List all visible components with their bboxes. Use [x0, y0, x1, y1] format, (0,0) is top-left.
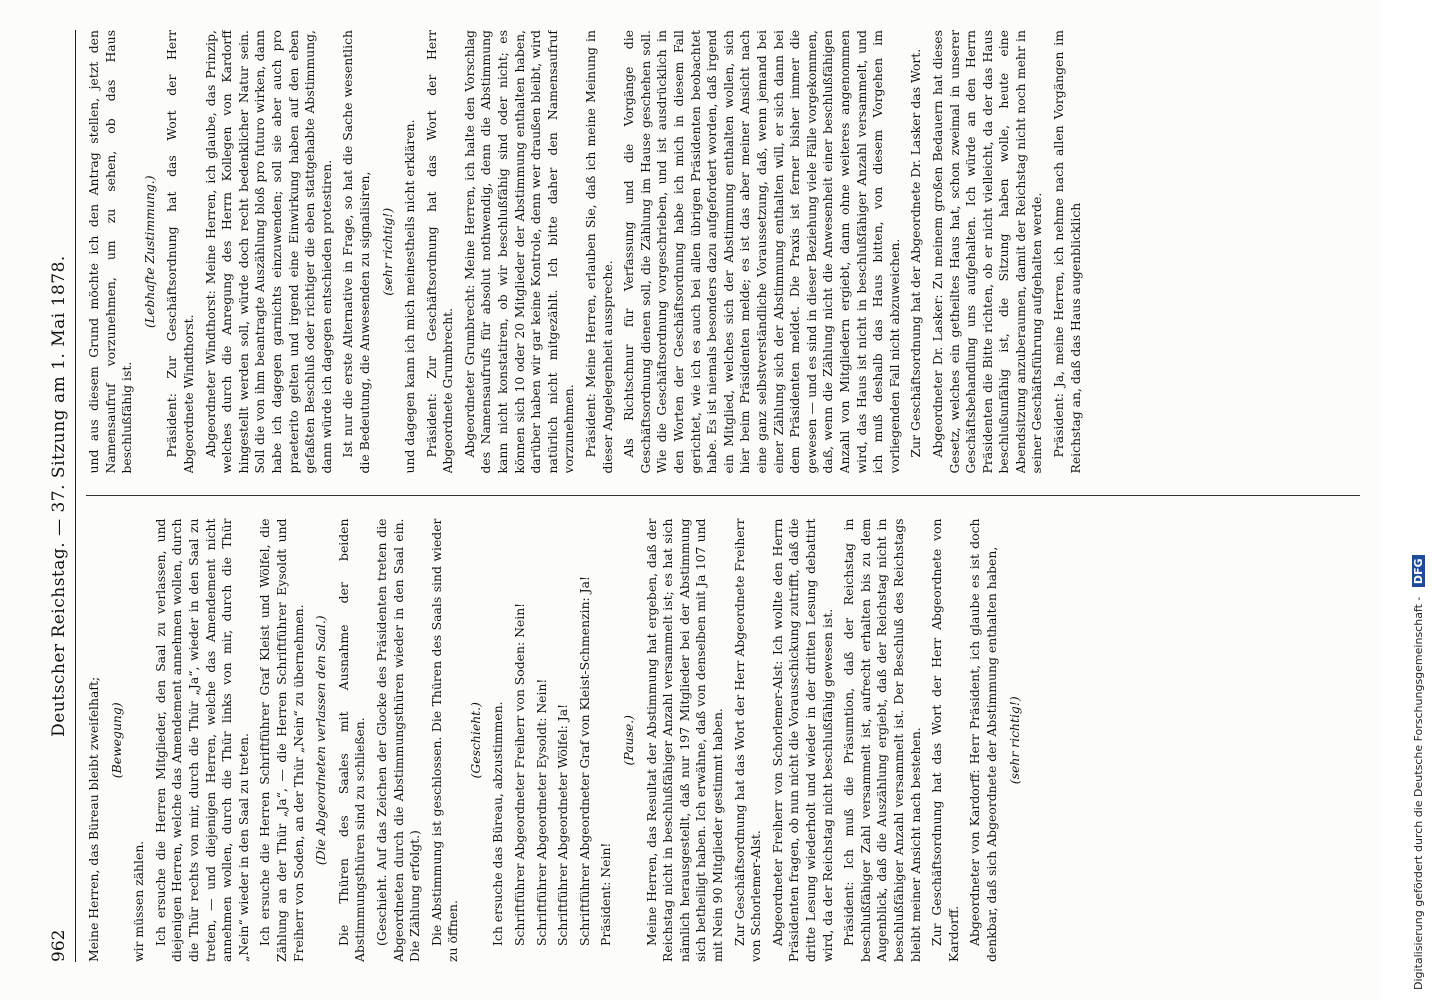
paragraph: Ist nur die erste Alternative in Frage, so hat die Sache wesentlich die Bedeutung, die Anwesenden zu signalisiren, — [340, 30, 372, 474]
paragraph: Abgeordneter Grumbrecht: Meine Herren, ich halte den Vorschlag des Namensaufrufs für absolut nothwendig, denn die Abstimmung kann nicht konstatiren, ob wir beschlußfähig sind oder nicht; es können sich 10 oder 20 Mitglieder der Abstimmung enthalten haben, darüber haben wir gar keine Kontrole, denn wer draußen bleibt, wird natürlich nicht mitgezählt. Ich bitte daher den Namensaufruf vorzunehmen. — [461, 30, 577, 474]
paragraph: Präsident: Ich muß die Präsumtion, daß der Reichstag in beschlußfähiger Zahl versammelt ist, aufrecht erhalten bis zu dem Augenblick, daß die Auszählung ergiebt, daß der Reichstag nicht in beschlußfähiger Anzahl versammelt ist. Der Beschluß des Reichstags bleibt meiner Ansicht nach bestehen. — [841, 518, 923, 962]
digitization-credit — [1412, 10, 1428, 990]
paragraph: Zur Geschäftsordnung hat der Abgeordnete Dr. Lasker das Wort. — [908, 48, 924, 458]
paragraph: (Geschieht. Auf das Zeichen der Glocke des Präsidenten treten die Abgeordneten durch die Abstimmungsthüren wieder in den Saal ein. Die Zählung erfolgt.) — [373, 518, 423, 962]
paragraph: Zur Geschäftsordnung hat das Wort der Herr Abgeordnete von Kardorff. — [929, 518, 961, 962]
text-columns — [86, 30, 1360, 962]
column-divider — [86, 496, 1360, 497]
paragraph: Zur Geschäftsordnung hat das Wort der Herr Abgeordnete Freiherr von Schorlemer-Alst. — [731, 518, 764, 962]
paragraph: Präsident: Ja, meine Herren, ich nehme nach allen Vorgängen im Reichstag an, daß das Haus augenblicklich — [1051, 30, 1083, 474]
paragraph: Schriftführer Abgeordneter Wölfel: Ja! — [555, 703, 571, 946]
paragraph: Abgeordneter Dr. Lasker: Zu meinem großen Bedauern hat dieses Gesetz, welches ein getheiltes Haus hat, schon zweimal in unserer Geschäftsbehandlung uns aufgehalten. Ich würde an den Herrn Präsidenten die Bitte richten, ob er nicht vielleicht, da der das Haus beschlußunfähig ist, die Sitzung haben wolle, heute eine Abendsitzung anzuberaumen, damit der Reichstag nicht noch mehr in seiner Geschäftsführung aufgehalten werde. — [929, 30, 1045, 474]
paragraph: Ich ersuche die Herren Schriftführer Graf Kleist und Wölfel, die Zählung an der Thür „Ja“, — die Herren Schriftführer Eysoldt und Freiherr von Soden, an der Thür „Nein“ zu übernehmen. — [257, 518, 306, 962]
page-number: 962 — [49, 929, 69, 962]
paragraph: Schriftführer Abgeordneter Graf von Kleist-Schmenzin: Ja! — [576, 575, 592, 946]
paragraph: Abgeordneter Windthorst: Meine Herren, ich glaube, das Prinzip, welches durch die Anregung des Herrn Kollegen von Kardorff hingestellt werden soll, würde doch recht bedenklicher Natur sein. Soll die von ihm beantragte Auszählung bloß pro futuro wirken, dann habe ich dagegen garnichts einzuwenden; soll sie aber auch pro praeterito gelten und irgend eine Einwirkung haben auf den eben gefaßten Beschluß oder richtiger die eben stattgehabte Abstimmung, dann würde ich dagegen entschieden protestiren. — [202, 30, 334, 474]
paragraph: Präsident: Nein! — [598, 842, 614, 946]
credit-text: Digitalisierung gefördert durch die Deutsche Forschungsgemeinschaft - — [1412, 596, 1425, 990]
paragraph: Abgeordneter Freiherr von Schorlemer-Alst: Ich wollte den Herrn Präsidenten fragen, ob nun nicht die Vorausschickung zutrifft, daß die dritte Lesung wiederholt und wieder in der dritten Lesung debattirt wird, da der Reichstag nicht beschlußfähig gewesen ist. — [769, 518, 835, 962]
paragraph: Schriftführer Abgeordneter Freiherr von Soden: Nein! — [512, 602, 528, 946]
paragraph: Präsident: Zur Geschäftsordnung hat das Wort der Herr Abgeordnete Windthorst. — [164, 30, 196, 474]
paragraph: (sehr richtig!) — [1006, 696, 1022, 785]
paragraph: wir müssen zählen. — [131, 840, 147, 962]
paragraph: Schriftführer Abgeordneter Eysoldt: Nein! — [533, 678, 549, 946]
paragraph: (Pause.) — [621, 715, 637, 766]
paragraph: Die Thüren des Saales mit Ausnahme der beiden Abstimmungsthüren sind zu schließen. — [335, 518, 368, 962]
paragraph: Präsident: Zur Geschäftsordnung hat das Wort der Herr Abgeordnete Grumbrecht. — [423, 30, 456, 474]
column-left — [86, 519, 1360, 963]
paragraph: und dagegen kann ich mich meinestheils nicht erklären. — [402, 119, 418, 474]
paragraph: (Bewegung) — [108, 702, 124, 779]
paragraph: Ich ersuche die Herren Mitglieder, den Saal zu verlassen, und diejenigen Herren, welche das Amendement annehmen wollen, durch die Thür rechts von mir, durch die Thür „Ja“, wieder in den Saal zu treten, — und diejenigen Herren, welche das Amendement nicht annehmen wollen, durch die Thür links von mir, durch die Thür „Nein“ wieder in den Saal zu treten. — [152, 518, 251, 962]
paragraph: Als Richtschnur für Verfassung und die Vorgänge die Geschäftsordnung dienen soll, die Zählung im Hause geschehen soll. Wie die Geschäftsordnung vorgeschrieben, und ist ausdrücklich in den Worten der Geschäftsordnung habe ich mich in diesem Fall gerichtet, wie ich es auch bei allen übrigen Präsidenten beobachtet habe. Es ist niemals besonders dazu aufgefordert worden, daß irgend ein Mitglied, welches sich der Abstimmung enthalten wollen, sich hier beim Präsidenten melde; es ist das aber meiner Ansicht nach eine ganz selbstverständliche Voraussetzung, daß, wenn jemand bei einer Zählung sich der Abstimmung enthalten will, er sich dann bei dem Präsidenten meldet. Die Praxis ist ferner bisher immer die gewesen — und es sind in dieser Beziehung viele Fälle vorgekommen, daß, wenn die Zählung nicht die Anwesenheit einer beschlußfähigen Anzahl von Mitgliedern ergiebt, dann ohne weiteres angenommen wird, das Haus ist nicht in beschlußfähiger Anzahl versammelt, und ich muß deshalb das Haus bitten, von diesem Vorgehen im vorliegenden Fall nicht abzuweichen. — [621, 30, 902, 474]
paragraph: (Geschieht.) — [467, 702, 483, 779]
paragraph: Meine Herren, das Resultat der Abstimmung hat ergeben, daß der Reichstag nicht in beschlußfähiger Anzahl versammelt ist; es hat sich nämlich herausgestellt, daß nur 197 Mitglieder bei der Abstimmung sich betheiligt haben. Ich erwähne, daß von denselben mit Ja 107 und mit Nein 90 Mitglieder gestimmt haben. — [643, 518, 725, 962]
paragraph: Abgeordneter von Kardorff: Herr Präsident, ich glaube es ist doch denkbar, daß sich Abgeordnete der Abstimmung enthalten haben, — [967, 518, 999, 962]
paragraph: (Lebhafte Zustimmung.) — [141, 175, 157, 329]
page-header — [30, 30, 76, 962]
page-title: Deutscher Reichstag. — 37. Sitzung am 1. Mai 1878. — [49, 255, 69, 737]
column-right — [86, 30, 1360, 474]
paragraph: (sehr richtig!) — [379, 207, 395, 296]
paragraph: (Die Abgeordneten verlassen den Saal.) — [313, 615, 329, 866]
paragraph: Meine Herren, das Büreau bleibt zweifelhaft; — [86, 676, 101, 962]
paragraph: Präsident: Meine Herren, erlauben Sie, daß ich meine Meinung in dieser Angelegenheit ausspreche. — [583, 30, 615, 474]
paragraph: Ich ersuche das Büreau, abzustimmen. — [490, 701, 506, 946]
paragraph: Die Abstimmung ist geschlossen. Die Thüren des Saals sind wieder zu öffnen. — [428, 518, 461, 962]
paragraph: und aus diesem Grund möchte ich den Antrag stellen, jetzt den Namensaufruf vorzunehmen, um zu sehen, ob das Haus beschlußfähig ist. — [86, 30, 135, 474]
dfg-logo: DFG — [1412, 555, 1425, 587]
